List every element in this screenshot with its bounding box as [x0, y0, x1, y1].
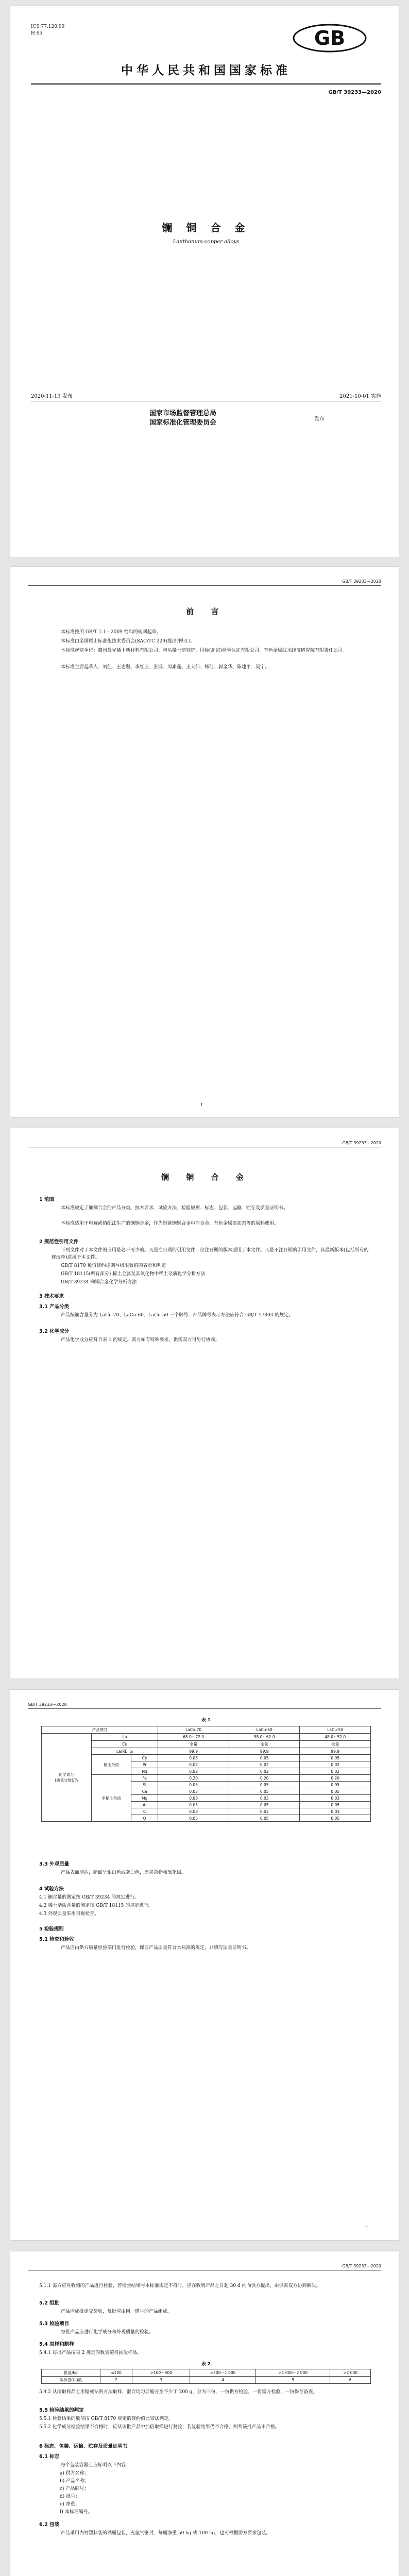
- value-cell: 余量: [300, 1741, 371, 1748]
- section-6-1-paragraph: 每个包装容器上应标明以下内容：: [61, 2463, 131, 2468]
- value-cell: 68.0～72.0: [158, 1734, 229, 1741]
- section-3-2-paragraph: 产品化学成分应符合表 1 的规定。需方如有特殊要求，供需双方可另行协商。: [61, 1337, 220, 1343]
- ics-code-block: [31, 24, 93, 37]
- table-row: [42, 2377, 371, 2384]
- section-5-1-1: 5.1.1 需方应对收到的产品进行检验，若检验结果与本标准规定不符时，应在收到产品之日起 30 d 内向供方提出，由供需双方协商解决。: [39, 2283, 321, 2289]
- section-2-paragraph: 下列文件对于本文件的应用是必不可少的。凡是注日期的引用文件，仅注日期的版本适用于本文件。凡是不注日期的引用文件，其最新版本(包括所有的修改单)适用于本文件。: [52, 1248, 369, 1260]
- table-cell: 6: [330, 2377, 371, 2384]
- element-cell: Mg: [131, 1795, 158, 1802]
- table-cell: ≤100: [100, 2369, 132, 2377]
- value-cell: 0.05: [229, 1788, 300, 1795]
- element-cell: C: [131, 1808, 158, 1815]
- section-1-paragraph: 本标准适用于电解或熔配法生产的镧铜合金，作为制备镧铜合金中间合金、有色金属添加剂等的原料使用。: [61, 1221, 279, 1226]
- chemical-composition-table: [41, 1726, 371, 1822]
- table-cell: 取样袋(块)数: [42, 2377, 100, 2384]
- section-4-heading: 4 试验方法: [39, 1886, 64, 1892]
- value-cell: 0.02: [158, 1768, 229, 1775]
- value-cell: 0.05: [300, 1802, 371, 1808]
- value-cell: 0.03: [158, 1795, 229, 1802]
- element-cell: Ca: [131, 1788, 158, 1795]
- value-cell: 0.02: [229, 1761, 300, 1768]
- gb-logo-icon: [291, 24, 368, 53]
- section-5-3-paragraph: 每批产品应进行化学成分和外观质量的检验。: [61, 2330, 154, 2335]
- value-cell: 0.05: [300, 1815, 371, 1822]
- impurity-group-label: 稀土杂质: [92, 1755, 131, 1775]
- list-item: d) 批号；: [60, 2494, 80, 2499]
- body-page-3: [10, 2251, 399, 2576]
- impurity-group-label: 非稀土杂质: [92, 1775, 131, 1822]
- document-title-english: Lanthanum-copper alloys: [173, 239, 240, 245]
- value-cell: 99.9: [229, 1748, 300, 1755]
- table-cell: >1 000～2 000: [256, 2369, 330, 2377]
- table-cell: 4: [190, 2377, 256, 2384]
- element-cell: La: [92, 1734, 158, 1741]
- body-title: 镧 铜 合 金: [161, 1173, 251, 1182]
- value-cell: 0.05: [229, 1802, 300, 1808]
- section-5-5-2: 5.5.2 化学成分检验结果不合格时，应从该批产品中加倍取样进行复验，若复验结果仍不合格，则判该批产品不合格。: [39, 2425, 280, 2430]
- section-5-4-2: 5.4.2 从所取样品上用锯或钻的方法取样，混合均匀后缩分至不少于 200 g，分为三份，一份供方检验，一份需方检验，一份保存备查。: [39, 2389, 318, 2395]
- section-5-1-heading: 5.1 检查和验收: [39, 1937, 74, 1942]
- section-6-2-heading: 6.2 包装: [39, 2522, 60, 2528]
- section-3-1-paragraph: 产品按镧含量分为 LaCu-70、LaCu-60、LaCu-50 三个牌号，产品牌号表示方法应符合 GB/T 17803 的规定。: [61, 1313, 294, 1318]
- element-cell: Si: [131, 1782, 158, 1788]
- table-cell: >2 000: [330, 2369, 371, 2377]
- element-cell: Pr: [131, 1761, 158, 1768]
- section-3-3-heading: 3.3 外观质量: [39, 1861, 70, 1867]
- issuing-authorities: [149, 409, 304, 428]
- issuer-sac: 国家标准化管理委员会: [149, 419, 217, 427]
- section-5-4-1: 5.4.1 每批产品按表 2 规定的数量随机抽取样品。: [39, 2350, 142, 2355]
- section-3-heading: 3 技术要求: [39, 1294, 64, 1299]
- running-header: GB/T 39233—2020: [342, 1141, 381, 1145]
- value-cell: 0.05: [229, 1815, 300, 1822]
- element-cell: Al: [131, 1802, 158, 1808]
- table-2-caption: 表 2: [201, 2362, 211, 2367]
- element-cell: Ce: [131, 1755, 158, 1761]
- running-header: GB/T 39233—2020: [28, 1702, 67, 1707]
- value-cell: 0.05: [158, 1755, 229, 1761]
- section-1-heading: 1 范围: [39, 1197, 54, 1202]
- issued-label: 发布: [314, 416, 325, 422]
- table-cell: 2: [100, 2377, 132, 2384]
- element-cell: Cu: [92, 1741, 158, 1748]
- ccs-code: H 65: [31, 31, 43, 36]
- value-cell: 余量: [229, 1741, 300, 1748]
- marking-list: [60, 2470, 369, 2516]
- document-title: 镧 铜 合 金: [162, 222, 250, 234]
- value-cell: 99.9: [158, 1748, 229, 1755]
- value-cell: 0.03: [229, 1795, 300, 1802]
- value-cell: 99.9: [300, 1748, 371, 1755]
- page-number: I: [201, 1103, 203, 1107]
- cover-rule-top: [31, 83, 381, 84]
- foreword-paragraph: 本标准由全国稀土标准化技术委员会(SAC/TC 229)提出并归口。: [61, 639, 195, 644]
- section-3-2-heading: 3.2 化学成分: [39, 1329, 70, 1334]
- element-cell: Nd: [131, 1768, 158, 1775]
- section-5-1-paragraph: 产品应由供方质量检验部门进行检验，保证产品质量符合本标准的规定，并填写质量证明书。: [61, 1945, 251, 1951]
- section-2-heading: 2 规范性引用文件: [39, 1239, 79, 1245]
- sampling-table: [41, 2369, 371, 2384]
- section-6-heading: 6 标志、包装、运输、贮存及质量证明书: [39, 2444, 128, 2449]
- section-5-heading: 5 检验规则: [39, 1926, 64, 1932]
- table-header-cell: 产品牌号: [42, 1726, 158, 1734]
- row-group-label: 化学成分 (质量分数)/%: [42, 1734, 92, 1822]
- value-cell: 0.05: [300, 1782, 371, 1788]
- reference-item: GB/T 8170 数值修约规则与极限数值的表示和判定: [61, 1263, 166, 1268]
- body-page-1: [10, 1128, 399, 1679]
- section-3-1-heading: 3.1 产品分类: [39, 1304, 70, 1310]
- table-cell: 批量/kg: [42, 2369, 100, 2377]
- value-cell: 0.03: [300, 1808, 371, 1815]
- section-4-1: 4.1 镧含量的测定按 GB/T 39234 的规定进行。: [39, 1895, 140, 1900]
- list-item: c) 产品牌号；: [60, 2486, 89, 2492]
- value-cell: 0.20: [158, 1775, 229, 1782]
- value-cell: 0.02: [229, 1768, 300, 1775]
- value-cell: 58.0～62.0: [229, 1734, 300, 1741]
- value-cell: 余量: [158, 1741, 229, 1748]
- section-5-4-heading: 5.4 取样和制样: [39, 2342, 74, 2347]
- value-cell: 0.03: [229, 1808, 300, 1815]
- table-cell: >500～1 000: [190, 2369, 256, 2377]
- list-item: f) 本标准编号。: [60, 2510, 93, 2515]
- value-cell: 0.05: [300, 1788, 371, 1795]
- list-item: a) 供方名称；: [60, 2471, 89, 2476]
- list-item: b) 产品名称；: [60, 2479, 90, 2484]
- value-cell: 0.05: [158, 1815, 229, 1822]
- reference-item: GB/T 18115(所有部分) 稀土金属及其氧化物中稀土杂质化学分析方法: [61, 1272, 206, 1277]
- section-6-1-heading: 6.1 标志: [39, 2454, 60, 2460]
- foreword-paragraph: 本标准按照 GB/T 1.1—2009 给出的规则起草。: [61, 630, 161, 635]
- ics-code: ICS 77.120.99: [31, 24, 65, 29]
- element-cell: O: [131, 1815, 158, 1822]
- table-1-caption: 表 1: [201, 1718, 211, 1723]
- value-cell: 0.02: [300, 1768, 371, 1775]
- section-5-5-1: 5.5.1 检验结果的数值按 GB/T 8170 规定的修约值比较法判定。: [39, 2416, 174, 2421]
- section-5-5-heading: 5.5 检验结果的判定: [39, 2408, 84, 2413]
- table-header-row: [42, 2369, 371, 2377]
- header-rule: [28, 1708, 381, 1709]
- section-4-2: 4.2 稀土杂质含量的测定按 GB/T 18115 的规定进行。: [39, 1903, 154, 1908]
- implementation-date: 2021-10-01 实施: [339, 394, 381, 399]
- value-cell: 0.05: [229, 1755, 300, 1761]
- standard-number: GB/T 39233—2020: [328, 90, 381, 95]
- section-5-3-heading: 5.3 检验项目: [39, 2321, 70, 2327]
- value-cell: 0.02: [300, 1761, 371, 1768]
- table-cell: 3: [132, 2377, 190, 2384]
- page-number: 1: [366, 2226, 369, 2230]
- table-header-cell: LaCu-70: [158, 1726, 229, 1734]
- value-cell: 0.03: [300, 1795, 371, 1802]
- section-5-2-paragraph: 产品应成批提交验收，每批应由同一牌号的产品组成。: [61, 2309, 173, 2314]
- foreword-paragraph: 本标准主要起草人：刘佳、王志坚、李红卫、张鸿、周素莲、王大伟、杨红、郭金华、陈建平、吴宁。: [61, 665, 270, 670]
- table-cell: 5: [256, 2377, 330, 2384]
- table-header-cell: LaCu-50: [300, 1726, 371, 1734]
- table-cell: >100～500: [132, 2369, 190, 2377]
- section-4-3: 4.3 外观质量采用目视检查。: [39, 1911, 99, 1917]
- value-cell: 0.05: [158, 1788, 229, 1795]
- element-cell: La/RE, ≥: [92, 1748, 158, 1755]
- foreword-paragraph: 本标准起草单位：赣州晨光稀土新材料有限公司、包头稀土研究院、国标(北京)检验认证有限公司、有色金属技术经济研究院有限责任公司。: [61, 648, 348, 653]
- cover-page: [10, 6, 399, 557]
- value-cell: 0.05: [158, 1782, 229, 1788]
- section-5-2-heading: 5.2 组批: [39, 2300, 60, 2306]
- value-cell: 48.0～52.0: [300, 1734, 371, 1741]
- value-cell: 0.05: [229, 1782, 300, 1788]
- table-row: [42, 1734, 371, 1741]
- value-cell: 0.20: [229, 1775, 300, 1782]
- value-cell: 0.20: [300, 1775, 371, 1782]
- header-rule: [28, 585, 381, 586]
- running-header: GB/T 39233—2020: [342, 2264, 381, 2268]
- table-header-cell: LaCu-60: [229, 1726, 300, 1734]
- section-6-2-paragraph: 产品采用内衬塑料袋的铁桶包装，充氩气密封，每桶净重 50 kg 或 100 kg，也可根据需方要求包装。: [61, 2531, 271, 2536]
- value-cell: 0.05: [158, 1802, 229, 1808]
- svg-text:GB: GB: [314, 27, 346, 49]
- section-3-3-paragraph: 产品表面清洁，断面呈银白色或灰白色，无夹杂物和氧化层。: [61, 1870, 186, 1875]
- foreword-page: [10, 567, 399, 1117]
- issue-date: 2020-11-19 发布: [31, 394, 73, 399]
- issuer-samr: 国家市场监督管理总局: [149, 410, 217, 417]
- value-cell: 0.05: [300, 1755, 371, 1761]
- value-cell: 0.02: [158, 1761, 229, 1768]
- element-cell: Fe: [131, 1775, 158, 1782]
- running-header: GB/T 39233—2020: [342, 579, 381, 584]
- reference-item: GB/T 39234 镧铜合金化学分析方法: [61, 1280, 137, 1285]
- section-1-paragraph: 本标准规定了镧铜合金的产品分类、技术要求、试验方法、检验规则、标志、包装、运输、贮存及质量证明书。: [61, 1206, 288, 1211]
- national-standard-title: 中华人民共和国国家标准: [121, 64, 291, 77]
- foreword-title: 前 言: [186, 607, 226, 616]
- table-header-row: [42, 1726, 371, 1734]
- list-item: e) 净重；: [60, 2502, 80, 2507]
- body-page-2: [10, 1690, 399, 2240]
- value-cell: 0.03: [158, 1808, 229, 1815]
